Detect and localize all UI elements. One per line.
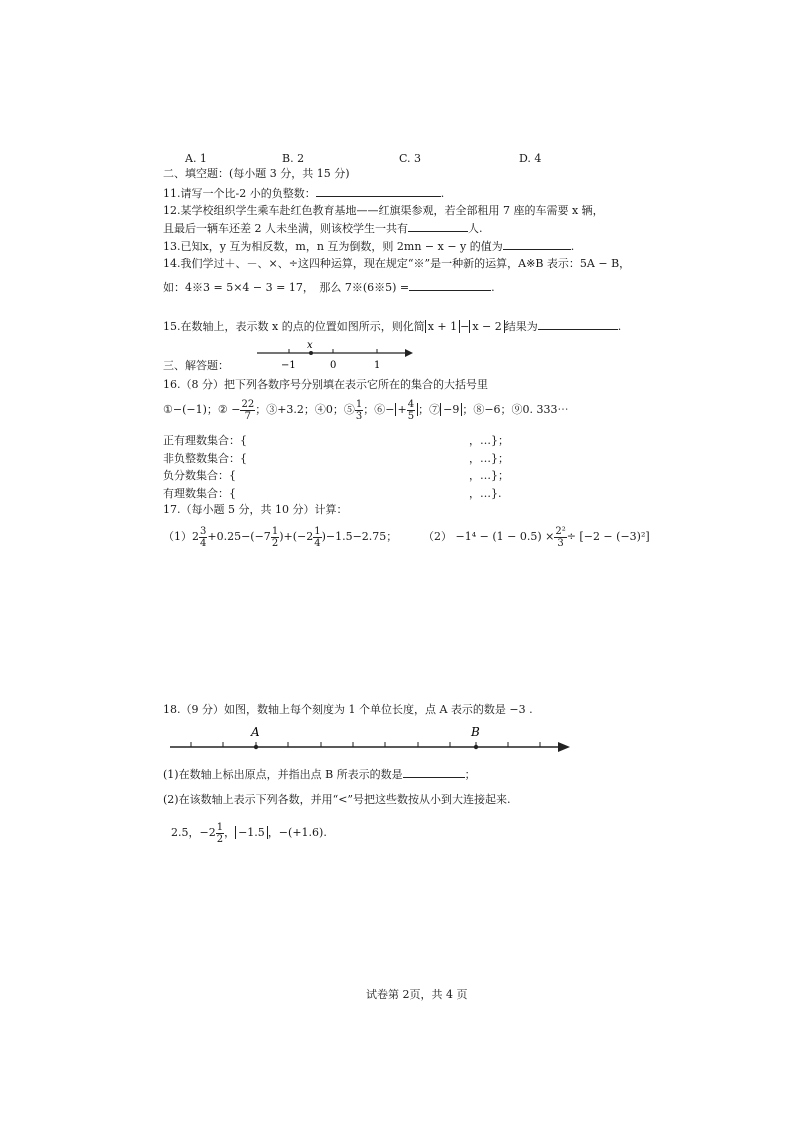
q15-label-neg1: −1: [281, 360, 296, 371]
q15-number-line: [255, 340, 415, 372]
question-14-line1: 14.我们学过＋、－、×、÷这四种运算，现在规定“※”是一种新的运算，A※B 表示：5A − B，: [163, 257, 631, 270]
q14-end: .: [491, 281, 495, 294]
question-15: [163, 318, 621, 334]
q15-axis-arrow: [405, 349, 413, 357]
q16-set-rational: 有理数集合：{: [163, 487, 236, 500]
q16-abs-neg9: −9: [440, 403, 462, 416]
q16-set-positive-end: ，…}；: [469, 434, 509, 447]
q18-label-b: B: [471, 725, 480, 739]
question-18-title: 18.（9 分）如图，数轴上每个刻度为 1 个单位长度，点 A 表示的数是 −3 .: [163, 703, 533, 716]
q18-label-a: A: [251, 725, 260, 739]
q16-frac-1-3: $\frac{1}{3}$: [355, 398, 363, 422]
question-17-title: 17.（每小题 5 分，共 10 分）计算：: [163, 503, 348, 516]
option-b: B. 2: [282, 152, 305, 165]
q18-point-b: [474, 745, 478, 749]
question-17-part1: （1）2 $\frac{3}{4}$ +0.25−(−7 $\frac{1}{2}$ )+(−2 $\frac{1}{4}$ )−1.5−2.75；: [163, 525, 398, 549]
q16-set-negfrac-end: ，…}；: [469, 469, 509, 482]
q15-abs-1: x + 1: [425, 320, 460, 333]
q16-abs-4-5: + $\frac{4}{5}$: [395, 403, 419, 416]
q13-answer-blank[interactable]: [503, 238, 571, 250]
q16-n3: ；③+3.2；④0；⑤: [255, 403, 355, 416]
question-11: [163, 185, 444, 201]
q16-set-negfrac: 负分数集合：{: [163, 469, 236, 482]
q15-text-b: 结果为: [504, 320, 538, 333]
q13-end: .: [570, 240, 575, 253]
question-16-title: 16.（8 分）把下列各数序号分别填在表示它所在的集合的大括号里: [163, 378, 488, 391]
question-12-line2: [163, 220, 483, 236]
q16-set-rational-end: ，…}.: [469, 487, 502, 500]
q16-frac-22-7: $\frac{22}{7}$: [241, 398, 255, 422]
q12-answer-blank[interactable]: [408, 220, 468, 232]
question-18-sub1: (1)在数轴上标出原点，并指出点 B 所表示的数是 ；: [163, 768, 476, 781]
option-a: A. 1: [185, 152, 207, 165]
section-fill-blank-title: 二、填空题：(每小题 3 分，共 15 分): [163, 167, 350, 180]
q15-label-0: 0: [330, 360, 337, 371]
q14-text: 如：4※3 = 5×4 − 3 = 17， 那么 7※(6※5) =: [163, 281, 410, 294]
q18-answer-blank[interactable]: [403, 766, 465, 778]
question-18-sub2: (2)在该数轴上表示下列各数，并用“<”号把这些数按从小到大连接起来.: [163, 793, 511, 806]
question-17-part2: （2） −1⁴ − (1 − 0.5) × $\frac{\text{2²}}{3}$ ÷ [−2 − (−3)²]: [423, 525, 650, 549]
q18-number-line: [168, 722, 572, 758]
option-d: D. 4: [519, 152, 542, 165]
q15-minus: −: [460, 320, 470, 333]
question-18-numbers: 2.5，−2 $\frac{1}{2}$ ， −1.5 ，−(+1.6).: [171, 821, 327, 845]
q16-set-positive: 正有理数集合：{: [163, 434, 247, 447]
q16-set-nonneg: 非负整数集合：{: [163, 452, 247, 465]
q16-n6: ；⑥−: [363, 403, 395, 416]
q16-n8: ；⑧−6；⑨0. 333⋯: [462, 403, 569, 416]
page-footer: 试卷第 2页，共 4 页: [366, 988, 468, 1001]
q16-set-nonneg-end: ，…}；: [469, 452, 509, 465]
q15-label-1: 1: [374, 360, 381, 371]
q15-point-x: [309, 351, 313, 355]
q11-end: .: [440, 187, 445, 200]
q11-answer-blank[interactable]: [316, 185, 441, 197]
q15-abs-2: x − 2: [469, 320, 504, 333]
q15-end: .: [617, 320, 622, 333]
q12-end: 人.: [468, 222, 483, 235]
q18-axis-arrow: [558, 742, 570, 752]
question-12-line1: 12.某学校组织学生乘车赴红色教育基地——红旗渠参观，若全部租用 7 座的车需要 x 辆，: [163, 204, 604, 217]
q16-n1: ①−(−1)；②: [163, 403, 228, 416]
option-c: C. 3: [399, 152, 422, 165]
q13-text-a: 13.已知: [163, 240, 203, 253]
q13-text-b: x，y 互为相反数，m，n 互为倒数，则 2mn − x − y 的值为: [202, 240, 503, 253]
question-13: [163, 238, 574, 254]
q14-answer-blank[interactable]: [409, 279, 491, 291]
q15-answer-blank[interactable]: [538, 318, 618, 330]
q12-text: 且最后一辆车还差 2 人未坐满，则该校学生一共有: [163, 222, 408, 235]
q18-point-a: [254, 745, 258, 749]
q16-n7: ；⑦: [418, 403, 441, 416]
q15-text-a: 15.在数轴上，表示数 x 的点的位置如图所示，则化简: [163, 320, 425, 333]
q16-neg: −: [231, 403, 241, 416]
question-14-line2: [163, 279, 495, 295]
q11-text: 11.请写一个比-2 小的负整数：: [163, 187, 316, 200]
question-16-numbers: [163, 398, 569, 422]
section-answer-title: 三、解答题：: [163, 359, 229, 372]
q15-label-x: x: [307, 340, 313, 351]
